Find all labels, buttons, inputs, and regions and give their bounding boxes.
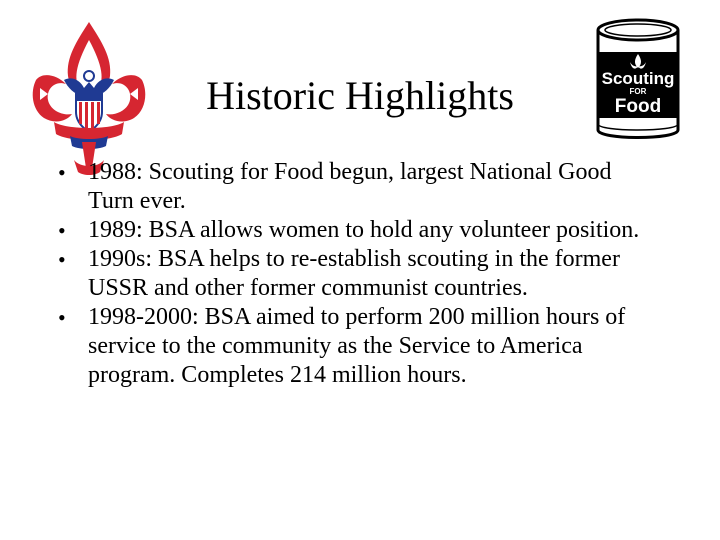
bullet-marker: • xyxy=(58,218,66,243)
bullet-item xyxy=(52,216,662,245)
bullet-item xyxy=(52,158,662,216)
bullet-text: 1988: Scouting for Food begun, largest National Good Turn ever. xyxy=(88,159,612,214)
bullet-text: 1998-2000: BSA aimed to perform 200 million hours of service to the community as the Service to America program. Completes 214 million hours. xyxy=(88,304,626,388)
scouting-for-food-can-icon xyxy=(592,14,684,146)
bullet-marker: • xyxy=(58,247,66,272)
bullet-text: 1989: BSA allows women to hold any volunteer position. xyxy=(88,217,640,243)
bullet-marker: • xyxy=(58,160,66,185)
slide-title: Historic Highlights xyxy=(206,73,514,118)
bullet-item xyxy=(52,303,662,390)
bullet-list xyxy=(52,158,662,390)
can-label-for: FOR xyxy=(629,87,647,96)
bullet-item xyxy=(52,245,662,303)
can-label-food: Food xyxy=(614,96,662,117)
can-label-scouting: Scouting xyxy=(601,69,675,88)
bullet-marker: • xyxy=(58,305,66,330)
bullet-text: 1990s: BSA helps to re-establish scouting in the former USSR and other former communist countries. xyxy=(88,246,620,301)
bsa-fleur-de-lis-emblem-icon xyxy=(26,18,152,176)
